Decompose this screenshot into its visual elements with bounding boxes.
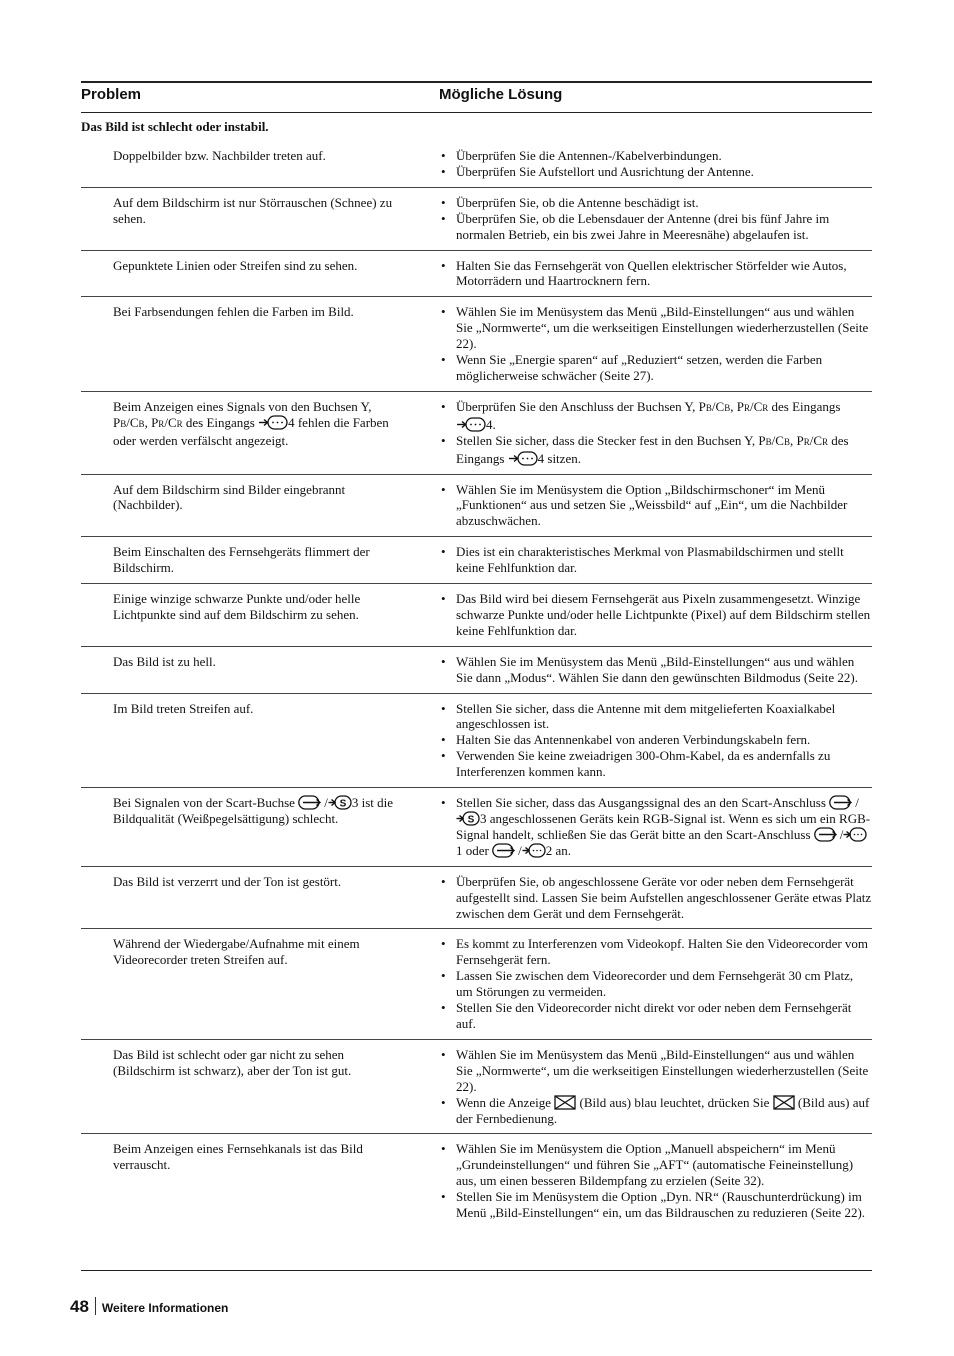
solution-cell	[440, 874, 872, 922]
problem-cell: Das Bild ist verzerrt und der Ton ist gestört.	[113, 873, 342, 889]
solution-item: • Wählen Sie im Menüsystem das Menü „Bild-Einstellungen“ aus und wählen Sie „Normwerte“, um die werkseitigen Einstellungen wiederherzustellen (Seite 22).	[440, 304, 872, 352]
solution-item: • Wählen Sie im Menüsystem die Option „Manuell abspeichern“ im Menü „Grundeinstellungen“ und führen Sie „AFT“ (automatische Feineinstellung) aus, um einen besseren Bildempfang zu erzielen (Seite 32).	[440, 1141, 872, 1189]
solution-cell	[440, 258, 872, 290]
solution-item: • Überprüfen Sie, ob die Lebensdauer der Antenne (drei bis fünf Jahre im normalen Betrieb, ein bis zwei Jahre in Meeresnähe) abgelaufen ist.	[440, 211, 872, 243]
table-row	[81, 647, 872, 694]
header-top-rule	[81, 81, 872, 83]
solution-item: • Lassen Sie zwischen dem Videorecorder und dem Fernsehgerät 30 cm Platz, um Störungen zu vermeiden.	[440, 968, 872, 1000]
scart-input-icon	[814, 827, 840, 842]
solution-cell	[440, 482, 872, 530]
component-input-icon	[258, 415, 288, 430]
table-row	[81, 929, 872, 1039]
solution-item: • Stellen Sie im Menüsystem die Option „Dyn. NR“ (Rauschunterdrückung) im Menü „Bild-Einstellungen“ ein, um das Bildrauschen zu reduzieren (Seite 22).	[440, 1189, 872, 1221]
component-input-icon	[456, 417, 486, 432]
problem-cell: Beim Anzeigen eines Signals von den Buchsen Y, PB/CB, PR/CR des Eingangs 4 fehlen die Farben oder werden verfälscht angezeigt.	[113, 398, 389, 448]
solution-item: • Überprüfen Sie, ob die Antenne beschädigt ist.	[440, 195, 872, 211]
component-input-icon	[508, 451, 538, 466]
problem-cell: Beim Anzeigen eines Fernsehkanals ist das Bild verrauscht.	[113, 1141, 363, 1173]
problem-cell: Auf dem Bildschirm sind Bilder eingebrannt (Nachbilder).	[113, 481, 346, 513]
solution-item: • Wenn die Anzeige (Bild aus) blau leuchtet, drücken Sie (Bild aus) auf der Fernbedienung.	[440, 1095, 872, 1127]
page-number: 48	[70, 1297, 89, 1316]
solution-cell	[440, 795, 872, 859]
solution-cell	[440, 148, 872, 180]
solution-item: • Dies ist ein charakteristisches Merkmal von Plasmabildschirmen und stellt keine Fehlfunktion dar.	[440, 544, 872, 576]
table-row	[81, 584, 872, 647]
problem-cell: Bei Farbsendungen fehlen die Farben im Bild.	[113, 304, 354, 320]
solution-cell	[440, 936, 872, 1031]
footer-section-label: Weitere Informationen	[101, 1301, 229, 1315]
problem-cell: Beim Einschalten des Fernsehgeräts flimmert der Bildschirm.	[113, 544, 370, 576]
solution-item: • Überprüfen Sie die Antennen-/Kabelverbindungen.	[440, 148, 872, 164]
solution-item: • Überprüfen Sie Aufstellort und Ausrichtung der Antenne.	[440, 164, 872, 180]
solution-cell	[440, 591, 872, 639]
solution-cell	[440, 1047, 872, 1127]
table-row	[81, 1134, 872, 1228]
solution-item: • Wählen Sie im Menüsystem das Menü „Bild-Einstellungen“ aus und wählen Sie „Normwerte“, um die werkseitigen Einstellungen wiederherzustellen (Seite 22).	[440, 1047, 872, 1095]
solution-item: • Wenn Sie „Energie sparen“ auf „Reduziert“ setzen, werden die Farben möglicherweise schwächer (Seite 27).	[440, 352, 872, 384]
scart-input-icon	[298, 795, 324, 810]
solution-column-heading: Mögliche Lösung	[439, 86, 563, 103]
solution-cell	[440, 399, 872, 467]
table-row	[81, 475, 872, 538]
picture-off-icon	[554, 1095, 576, 1110]
picture-off-icon	[773, 1095, 795, 1110]
page-footer	[70, 1297, 228, 1317]
problem-column-heading: Problem	[81, 86, 142, 103]
section-title: Das Bild ist schlecht oder instabil.	[81, 119, 269, 134]
problem-cell: Doppelbilder bzw. Nachbilder treten auf.	[113, 148, 326, 163]
footer-divider	[95, 1297, 96, 1315]
problem-cell: Einige winzige schwarze Punkte und/oder helle Lichtpunkte sind auf dem Bildschirm zu sehen.	[113, 591, 361, 622]
component-input-icon	[522, 843, 546, 858]
solution-item: • Stellen Sie den Videorecorder nicht direkt vor oder neben dem Fernsehgerät auf.	[440, 1000, 872, 1032]
solution-item: • Wählen Sie im Menüsystem die Option „Bildschirmschoner“ im Menü „Funktionen“ aus und setzen Sie „Weissbild“ auf „Ein“, um die Nachbilder abzuschwächen.	[440, 482, 872, 530]
svg-text:S: S	[339, 798, 347, 810]
problem-cell: Auf dem Bildschirm ist nur Störrauschen (Schnee) zu sehen.	[113, 194, 393, 226]
solution-item: • Überprüfen Sie, ob angeschlossene Geräte vor oder neben dem Fernsehgerät aufgestellt sind. Lassen Sie beim Aufstellen angeschlossener Geräte etwas Platz zwischen dem Gerät und dem Fernsehgerät.	[440, 874, 872, 922]
solution-cell	[440, 654, 872, 686]
solution-cell	[440, 195, 872, 243]
solution-item: • Halten Sie das Fernsehgerät von Quellen elektrischer Störfelder wie Autos, Motorrädern und Haartrocknern fern.	[440, 258, 872, 290]
solution-item: • Wählen Sie im Menüsystem das Menü „Bild-Einstellungen“ aus und wählen Sie dann „Modus“. Wählen Sie dann den gewünschten Bildmodus (Seite 22).	[440, 654, 872, 686]
table-bottom-rule	[81, 1270, 872, 1271]
solution-item: • Halten Sie das Antennenkabel von anderen Verbindungskabeln fern.	[440, 732, 872, 748]
pr-cr-label: PR/CR	[151, 414, 183, 430]
solution-item: • Das Bild wird bei diesem Fernsehgerät aus Pixeln zusammengesetzt. Winzige schwarze Punkte und/oder helle Lichtpunkte (Pixel) auf dem Bildschirm stellen keine Fehlfunktion dar.	[440, 591, 872, 639]
problem-cell: Gepunktete Linien oder Streifen sind zu sehen.	[113, 257, 358, 273]
s-video-input-icon	[328, 795, 352, 810]
table-row	[81, 251, 872, 298]
table-row	[81, 297, 872, 392]
solution-item: • Verwenden Sie keine zweiadrigen 300-Ohm-Kabel, da es andernfalls zu Interferenzen kommen kann.	[440, 748, 872, 780]
table-row	[81, 788, 872, 867]
solution-item: • Stellen Sie sicher, dass das Ausgangssignal des an den Scart-Anschluss / S 3 angeschlossenen Geräts kein RGB-Signal ist. Wenn es sich um ein RGB-Signal handelt, schließen Sie das Gerät bitte an den Scart-Anschluss /1 oder / 2 an.	[440, 795, 872, 859]
pb-cb-label: PB/CB,	[113, 414, 148, 430]
solution-item: • Es kommt zu Interferenzen vom Videokopf. Halten Sie den Videorecorder vom Fernsehgerät fern.	[440, 936, 872, 968]
table-row	[81, 188, 872, 251]
problem-cell: Das Bild ist schlecht oder gar nicht zu sehen (Bildschirm ist schwarz), aber der Ton ist gut.	[113, 1046, 352, 1078]
troubleshooting-table	[81, 141, 872, 1228]
solution-item: • Stellen Sie sicher, dass die Stecker fest in den Buchsen Y, PB/CB, PR/CR des Eingangs 4 sitzen.	[440, 433, 872, 467]
table-row	[81, 392, 872, 475]
header-bottom-rule	[81, 112, 872, 113]
table-row	[81, 694, 872, 789]
scart-input-icon	[492, 843, 518, 858]
scart-input-icon	[829, 795, 855, 810]
solution-cell	[440, 1141, 872, 1221]
table-row	[81, 867, 872, 930]
component-input-icon	[843, 827, 867, 842]
svg-text:S: S	[467, 814, 475, 826]
table-row	[81, 1040, 872, 1135]
s-video-input-icon	[456, 811, 480, 826]
solution-item: • Stellen Sie sicher, dass die Antenne mit dem mitgelieferten Koaxialkabel angeschlossen ist.	[440, 701, 872, 733]
solution-cell	[440, 701, 872, 781]
column-header	[81, 86, 872, 108]
solution-item: • Überprüfen Sie den Anschluss der Buchsen Y, PB/CB, PR/CR des Eingangs 4.	[440, 399, 872, 433]
table-row	[81, 537, 872, 584]
problem-cell: Bei Signalen von der Scart-Buchse / S 3 ist die Bildqualität (Weißpegelsättigung) schlecht.	[113, 795, 394, 826]
problem-cell: Während der Wiedergabe/Aufnahme mit einem Videorecorder treten Streifen auf.	[113, 936, 360, 968]
table-row	[81, 141, 872, 188]
problem-cell: Im Bild treten Streifen auf.	[113, 700, 254, 716]
problem-cell: Das Bild ist zu hell.	[113, 653, 216, 669]
solution-cell	[440, 544, 872, 576]
solution-cell	[440, 304, 872, 384]
